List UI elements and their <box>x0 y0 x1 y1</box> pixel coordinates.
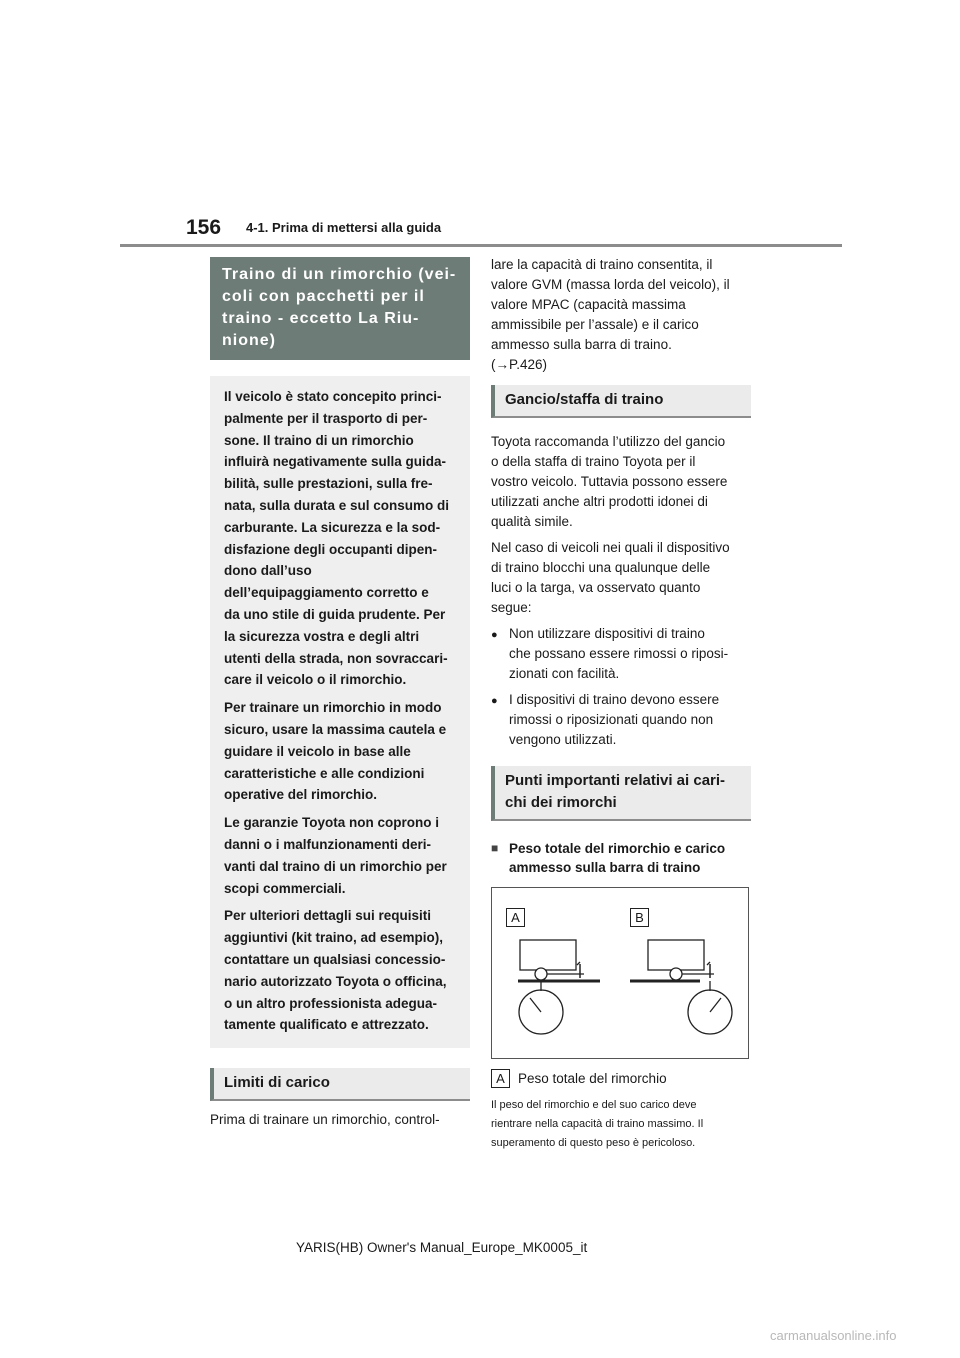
continued-text: lare la capacità di traino consentita, il valore GVM (massa lorda del veicolo), il valore MPAC (capacità massima ammissibile per l’assale) e il carico ammesso sulla barra di traino. (→P.426) <box>491 257 730 372</box>
trailer-illustration <box>492 888 748 1058</box>
list-item <box>491 624 751 684</box>
diagram-label-b: B <box>630 908 649 927</box>
section-title: 4-1. Prima di mettersi alla guida <box>246 220 442 235</box>
warning-box <box>210 376 470 1048</box>
trailer-weight-diagram <box>491 887 749 1059</box>
weight-subheading-text: Peso totale del rimorchio e carico ammesso sulla barra di traino <box>509 841 726 875</box>
page-number: 156 <box>186 216 222 239</box>
left-column <box>210 257 470 1136</box>
diagram-label-a: A <box>506 908 525 927</box>
hitch-heading: Gancio/staffa di traino <box>491 385 751 418</box>
hitch-paragraph: Nel caso di veicoli nei quali il dispositivo di traino blocchi una qualunque delle luci o la targa, va osservato quanto segue: <box>491 540 730 615</box>
warning-paragraph: Per trainare un rimorchio in modo sicuro, usare la massima cautela e guidare il veicolo in base alle caratteristiche e alle condizioni operative del rimorchio. <box>224 700 447 803</box>
points-heading: Punti importanti relativi ai cari- chi dei rimorchi <box>491 766 751 821</box>
manual-id: YARIS(HB) Owner's Manual_Europe_MK0005_it <box>296 1240 588 1255</box>
legend-tag: A <box>491 1069 510 1088</box>
bullet-text: Non utilizzare dispositivi di traino che possano essere rimossi o riposi- zionati con facilità. <box>509 626 729 681</box>
legend <box>491 1069 751 1088</box>
header-rule <box>120 244 842 247</box>
warning-paragraph: Il veicolo è stato concepito princi- palmente per il trasporto di per- sone. Il traino di un rimorchio influirà negativamente sulla guida- bilità, sulle prestazioni, sulla fre- nata, sulla durata e sul consumo di carburante. La sicurezza e la sod- disfazione degli occupanti dipen- dono dall’uso dell’equipaggiamento corretto e da uno stile di guida prudente. Per la sicurezza vostra e degli altri utenti della strada, non sovraccari- care il veicolo o il rimorchio. <box>224 389 450 688</box>
list-item <box>491 690 751 750</box>
bullet-text: I dispositivi di traino devono essere rimossi o riposizionati quando non vengono utilizzati. <box>509 692 720 747</box>
bullet-icon: ● <box>491 695 498 707</box>
legend-text: Peso totale del rimorchio <box>518 1071 667 1086</box>
limits-heading: Limiti di carico <box>210 1068 470 1101</box>
watermark: carmanualsonline.info <box>770 1328 897 1343</box>
hitch-paragraph: Toyota raccomanda l’utilizzo del gancio o della staffa di traino Toyota per il vostro veicolo. Tuttavia possono essere utilizzati anche altri prodotti idonei di qualità simile. <box>491 434 728 529</box>
weight-subheading <box>491 839 751 877</box>
scenario-a <box>518 940 600 1034</box>
bullet-icon: ● <box>491 629 498 641</box>
warning-paragraph: Per ulteriori dettagli sui requisiti aggiuntivi (kit traino, ad esempio), contattare un qualsiasi concessio- nario autorizzato Toyota o officina, o un altro professionista adegua- tamente qualificato e attrezzato. <box>224 908 447 1033</box>
limits-text: Prima di trainare un rimorchio, control- <box>210 1112 440 1128</box>
main-title: Traino di un rimorchio (vei- coli con pacchetti per il traino - eccetto La Riu- nione) <box>210 257 470 360</box>
warning-paragraph: Le garanzie Toyota non coprono i danni o i malfunzionamenti deri- vanti dal traino di un rimorchio per scopi commerciali. <box>224 815 447 896</box>
square-icon: ■ <box>491 841 499 855</box>
scenario-b <box>630 940 732 1034</box>
note-text: Il peso del rimorchio e del suo carico deve rientrare nella capacità di traino massimo. Il superamento di questo peso è pericoloso. <box>491 1099 704 1149</box>
right-column <box>491 255 751 1153</box>
